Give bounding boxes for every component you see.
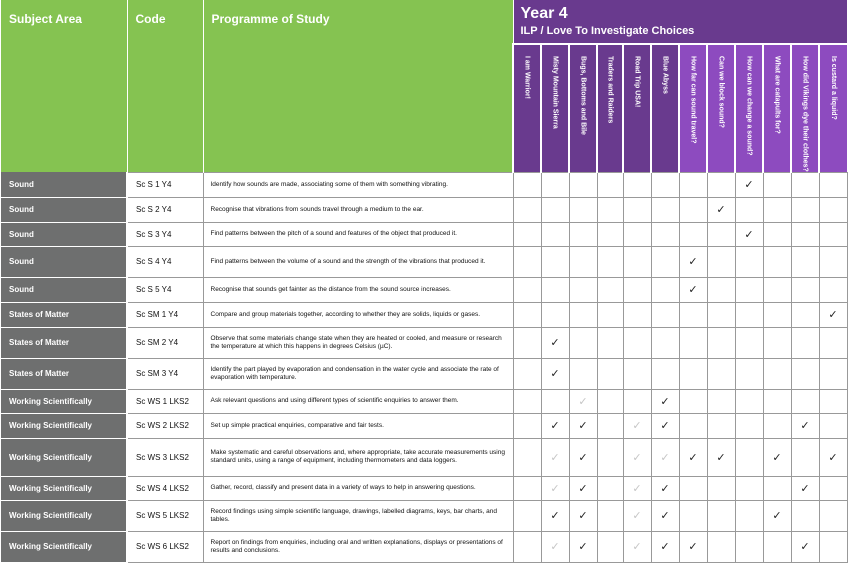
empty-cell (623, 327, 651, 358)
empty-cell (735, 358, 763, 389)
table-row (1, 222, 847, 246)
empty-cell (791, 438, 819, 476)
programme-cell: Record findings using simple scientific language, drawings, labelled diagrams, keys, bar charts, and tables. (203, 500, 513, 531)
check-mark-icon: ✓ (569, 413, 597, 438)
column-header-label: I am Warrior! (523, 56, 531, 99)
table-row (1, 389, 847, 413)
empty-cell (735, 246, 763, 277)
empty-cell (819, 197, 847, 222)
empty-cell (707, 500, 735, 531)
empty-cell (679, 172, 707, 197)
empty-cell (623, 302, 651, 327)
empty-cell (791, 197, 819, 222)
check-mark-icon: ✓ (569, 531, 597, 562)
empty-cell (791, 277, 819, 302)
subject-area-cell: Sound (1, 277, 127, 302)
empty-cell (569, 222, 597, 246)
programme-cell: Find patterns between the pitch of a sound and features of the object that produced it. (203, 222, 513, 246)
empty-cell (707, 246, 735, 277)
check-mark-icon: ✓ (623, 531, 651, 562)
empty-cell (819, 476, 847, 500)
empty-cell (513, 246, 541, 277)
empty-cell (679, 413, 707, 438)
check-mark-icon: ✓ (735, 172, 763, 197)
empty-cell (819, 389, 847, 413)
empty-cell (541, 197, 569, 222)
subject-area-cell: States of Matter (1, 302, 127, 327)
check-mark-icon: ✓ (541, 358, 569, 389)
programme-cell: Recognise that vibrations from sounds travel through a medium to the ear. (203, 197, 513, 222)
check-mark-icon: ✓ (623, 413, 651, 438)
empty-cell (763, 197, 791, 222)
empty-cell (735, 197, 763, 222)
empty-cell (791, 246, 819, 277)
programme-cell: Report on findings from enquiries, including oral and written explanations, displays or presentations of results and conclusions. (203, 531, 513, 562)
empty-cell (569, 277, 597, 302)
empty-cell (791, 172, 819, 197)
subject-area-header: Subject Area (1, 0, 127, 172)
code-cell: Sc S 4 Y4 (127, 246, 203, 277)
empty-cell (819, 531, 847, 562)
column-header-label: Traders and Raiders (606, 56, 614, 124)
column-header (707, 44, 735, 172)
empty-cell (679, 222, 707, 246)
empty-cell (707, 277, 735, 302)
empty-cell (513, 197, 541, 222)
check-mark-icon: ✓ (651, 413, 679, 438)
check-mark-icon: ✓ (541, 531, 569, 562)
empty-cell (541, 172, 569, 197)
check-mark-icon: ✓ (569, 438, 597, 476)
check-mark-icon: ✓ (791, 413, 819, 438)
check-mark-icon: ✓ (651, 438, 679, 476)
empty-cell (819, 327, 847, 358)
empty-cell (597, 246, 623, 277)
column-header (679, 44, 707, 172)
empty-cell (597, 413, 623, 438)
empty-cell (763, 302, 791, 327)
empty-cell (623, 246, 651, 277)
empty-cell (707, 413, 735, 438)
empty-cell (707, 222, 735, 246)
empty-cell (651, 172, 679, 197)
programme-cell: Set up simple practical enquiries, comparative and fair tests. (203, 413, 513, 438)
check-mark-icon: ✓ (651, 500, 679, 531)
curriculum-table (1, 0, 848, 563)
check-mark-icon: ✓ (819, 438, 847, 476)
empty-cell (597, 277, 623, 302)
table-row (1, 438, 847, 476)
empty-cell (651, 358, 679, 389)
subject-area-cell: Working Scientifically (1, 500, 127, 531)
check-mark-icon: ✓ (569, 389, 597, 413)
empty-cell (513, 476, 541, 500)
column-header-label: Bugs, Bottoms and Bile (579, 56, 587, 135)
empty-cell (597, 438, 623, 476)
empty-cell (569, 246, 597, 277)
year-title: Year 4 (520, 5, 568, 22)
column-header-label: How can we change a sound? (745, 56, 753, 156)
programme-cell: Gather, record, classify and present data in a variety of ways to help in answering questions. (203, 476, 513, 500)
empty-cell (679, 358, 707, 389)
column-header (819, 44, 847, 172)
subject-area-cell: Sound (1, 197, 127, 222)
empty-cell (513, 389, 541, 413)
empty-cell (541, 302, 569, 327)
column-header (597, 44, 623, 172)
code-cell: Sc WS 6 LKS2 (127, 531, 203, 562)
subject-area-cell: Working Scientifically (1, 413, 127, 438)
column-header (541, 44, 569, 172)
empty-cell (735, 438, 763, 476)
check-mark-icon: ✓ (651, 389, 679, 413)
empty-cell (597, 197, 623, 222)
empty-cell (513, 413, 541, 438)
subject-area-cell: Sound (1, 222, 127, 246)
empty-cell (597, 358, 623, 389)
empty-cell (569, 327, 597, 358)
code-cell: Sc SM 2 Y4 (127, 327, 203, 358)
table-row (1, 246, 847, 277)
empty-cell (819, 172, 847, 197)
empty-cell (819, 500, 847, 531)
empty-cell (707, 389, 735, 413)
empty-cell (763, 358, 791, 389)
table-row (1, 277, 847, 302)
column-header (623, 44, 651, 172)
empty-cell (623, 358, 651, 389)
empty-cell (763, 172, 791, 197)
empty-cell (791, 222, 819, 246)
code-header: Code (127, 0, 203, 172)
empty-cell (707, 302, 735, 327)
column-header (763, 44, 791, 172)
check-mark-icon: ✓ (569, 476, 597, 500)
empty-cell (597, 222, 623, 246)
empty-cell (819, 413, 847, 438)
code-cell: Sc WS 5 LKS2 (127, 500, 203, 531)
column-header (791, 44, 819, 172)
empty-cell (707, 476, 735, 500)
empty-cell (569, 302, 597, 327)
year-subtitle: ILP / Love To Investigate Choices (520, 25, 695, 37)
empty-cell (623, 197, 651, 222)
empty-cell (679, 500, 707, 531)
empty-cell (569, 197, 597, 222)
table-row (1, 172, 847, 197)
programme-cell: Observe that some materials change state when they are heated or cooled, and measure or research the temperature at which this happens in degrees Celsius (µC). (203, 327, 513, 358)
code-cell: Sc S 1 Y4 (127, 172, 203, 197)
empty-cell (513, 172, 541, 197)
table-row (1, 358, 847, 389)
subject-area-cell: Sound (1, 172, 127, 197)
empty-cell (679, 302, 707, 327)
check-mark-icon: ✓ (819, 302, 847, 327)
column-header (569, 44, 597, 172)
empty-cell (623, 389, 651, 413)
empty-cell (791, 358, 819, 389)
code-cell: Sc S 5 Y4 (127, 277, 203, 302)
empty-cell (597, 476, 623, 500)
programme-cell: Ask relevant questions and using different types of scientific enquiries to answer them. (203, 389, 513, 413)
check-mark-icon: ✓ (679, 438, 707, 476)
empty-cell (597, 531, 623, 562)
empty-cell (763, 531, 791, 562)
code-cell: Sc SM 1 Y4 (127, 302, 203, 327)
code-cell: Sc WS 2 LKS2 (127, 413, 203, 438)
empty-cell (791, 327, 819, 358)
empty-cell (819, 358, 847, 389)
check-mark-icon: ✓ (541, 413, 569, 438)
empty-cell (513, 277, 541, 302)
check-mark-icon: ✓ (569, 500, 597, 531)
empty-cell (679, 389, 707, 413)
empty-cell (513, 531, 541, 562)
empty-cell (569, 172, 597, 197)
column-header-label: Blue Abyss (661, 56, 669, 94)
column-header (513, 44, 541, 172)
empty-cell (735, 277, 763, 302)
empty-cell (651, 222, 679, 246)
check-mark-icon: ✓ (679, 277, 707, 302)
empty-cell (679, 476, 707, 500)
programme-cell: Compare and group materials together, according to whether they are solids, liquids or gases. (203, 302, 513, 327)
empty-cell (623, 277, 651, 302)
code-cell: Sc WS 4 LKS2 (127, 476, 203, 500)
empty-cell (651, 246, 679, 277)
empty-cell (763, 277, 791, 302)
column-header-label: Misty Mountain Sierra (551, 56, 559, 129)
check-mark-icon: ✓ (623, 476, 651, 500)
empty-cell (679, 327, 707, 358)
empty-cell (707, 172, 735, 197)
empty-cell (541, 389, 569, 413)
empty-cell (597, 500, 623, 531)
empty-cell (651, 302, 679, 327)
check-mark-icon: ✓ (763, 438, 791, 476)
empty-cell (735, 302, 763, 327)
empty-cell (623, 222, 651, 246)
empty-cell (791, 500, 819, 531)
column-header-label: How far can sound travel? (689, 56, 697, 144)
column-header (651, 44, 679, 172)
empty-cell (651, 277, 679, 302)
check-mark-icon: ✓ (651, 531, 679, 562)
check-mark-icon: ✓ (541, 500, 569, 531)
code-cell: Sc SM 3 Y4 (127, 358, 203, 389)
empty-cell (763, 246, 791, 277)
code-cell: Sc WS 1 LKS2 (127, 389, 203, 413)
empty-cell (819, 246, 847, 277)
table-row (1, 302, 847, 327)
column-header-label: Can we block sound? (717, 56, 725, 128)
check-mark-icon: ✓ (679, 531, 707, 562)
column-header-label: How did Vikings dye their clothes? (801, 56, 809, 172)
code-cell: Sc S 2 Y4 (127, 197, 203, 222)
table-row (1, 531, 847, 562)
empty-cell (513, 327, 541, 358)
empty-cell (735, 389, 763, 413)
empty-cell (791, 389, 819, 413)
empty-cell (763, 327, 791, 358)
check-mark-icon: ✓ (623, 438, 651, 476)
empty-cell (679, 197, 707, 222)
table-row (1, 500, 847, 531)
programme-cell: Recognise that sounds get fainter as the distance from the sound source increases. (203, 277, 513, 302)
programme-cell: Identify how sounds are made, associating some of them with something vibrating. (203, 172, 513, 197)
check-mark-icon: ✓ (623, 500, 651, 531)
empty-cell (541, 277, 569, 302)
empty-cell (597, 327, 623, 358)
check-mark-icon: ✓ (735, 222, 763, 246)
empty-cell (513, 500, 541, 531)
empty-cell (513, 438, 541, 476)
check-mark-icon: ✓ (541, 438, 569, 476)
empty-cell (651, 197, 679, 222)
subject-area-cell: Working Scientifically (1, 531, 127, 562)
check-mark-icon: ✓ (651, 476, 679, 500)
programme-cell: Find patterns between the volume of a sound and the strength of the vibrations that produced it. (203, 246, 513, 277)
empty-cell (513, 358, 541, 389)
empty-cell (651, 327, 679, 358)
empty-cell (735, 327, 763, 358)
check-mark-icon: ✓ (707, 438, 735, 476)
empty-cell (763, 413, 791, 438)
empty-cell (707, 531, 735, 562)
code-cell: Sc WS 3 LKS2 (127, 438, 203, 476)
empty-cell (791, 302, 819, 327)
empty-cell (819, 222, 847, 246)
empty-cell (597, 172, 623, 197)
empty-cell (735, 500, 763, 531)
empty-cell (735, 531, 763, 562)
check-mark-icon: ✓ (679, 246, 707, 277)
subject-area-cell: Sound (1, 246, 127, 277)
table-row (1, 327, 847, 358)
programme-cell: Identify the part played by evaporation and condensation in the water cycle and associate the rate of evaporation with temperature. (203, 358, 513, 389)
empty-cell (763, 222, 791, 246)
subject-area-cell: Working Scientifically (1, 389, 127, 413)
programme-cell: Make systematic and careful observations and, where appropriate, take accurate measurements using standard units, using a range of equipment, including thermometers and data loggers. (203, 438, 513, 476)
subject-area-cell: States of Matter (1, 358, 127, 389)
empty-cell (819, 277, 847, 302)
check-mark-icon: ✓ (791, 476, 819, 500)
check-mark-icon: ✓ (707, 197, 735, 222)
empty-cell (735, 413, 763, 438)
subject-area-cell: States of Matter (1, 327, 127, 358)
empty-cell (541, 246, 569, 277)
table-row (1, 413, 847, 438)
empty-cell (707, 358, 735, 389)
empty-cell (597, 302, 623, 327)
check-mark-icon: ✓ (763, 500, 791, 531)
empty-cell (597, 389, 623, 413)
subject-area-cell: Working Scientifically (1, 476, 127, 500)
table-row (1, 476, 847, 500)
empty-cell (763, 389, 791, 413)
empty-cell (513, 302, 541, 327)
check-mark-icon: ✓ (541, 327, 569, 358)
empty-cell (623, 172, 651, 197)
empty-cell (707, 327, 735, 358)
check-mark-icon: ✓ (541, 476, 569, 500)
code-cell: Sc S 3 Y4 (127, 222, 203, 246)
empty-cell (735, 476, 763, 500)
year-header (513, 0, 847, 44)
empty-cell (513, 222, 541, 246)
empty-cell (569, 358, 597, 389)
column-header-label: What are catapults for? (773, 56, 781, 134)
table-row (1, 197, 847, 222)
empty-cell (541, 222, 569, 246)
subject-area-cell: Working Scientifically (1, 438, 127, 476)
column-header-label: Is custard a liquid? (830, 56, 837, 120)
empty-cell (763, 476, 791, 500)
column-header (735, 44, 763, 172)
column-header-label: Road Trip USA! (633, 56, 641, 108)
programme-header: Programme of Study (203, 0, 513, 172)
check-mark-icon: ✓ (791, 531, 819, 562)
